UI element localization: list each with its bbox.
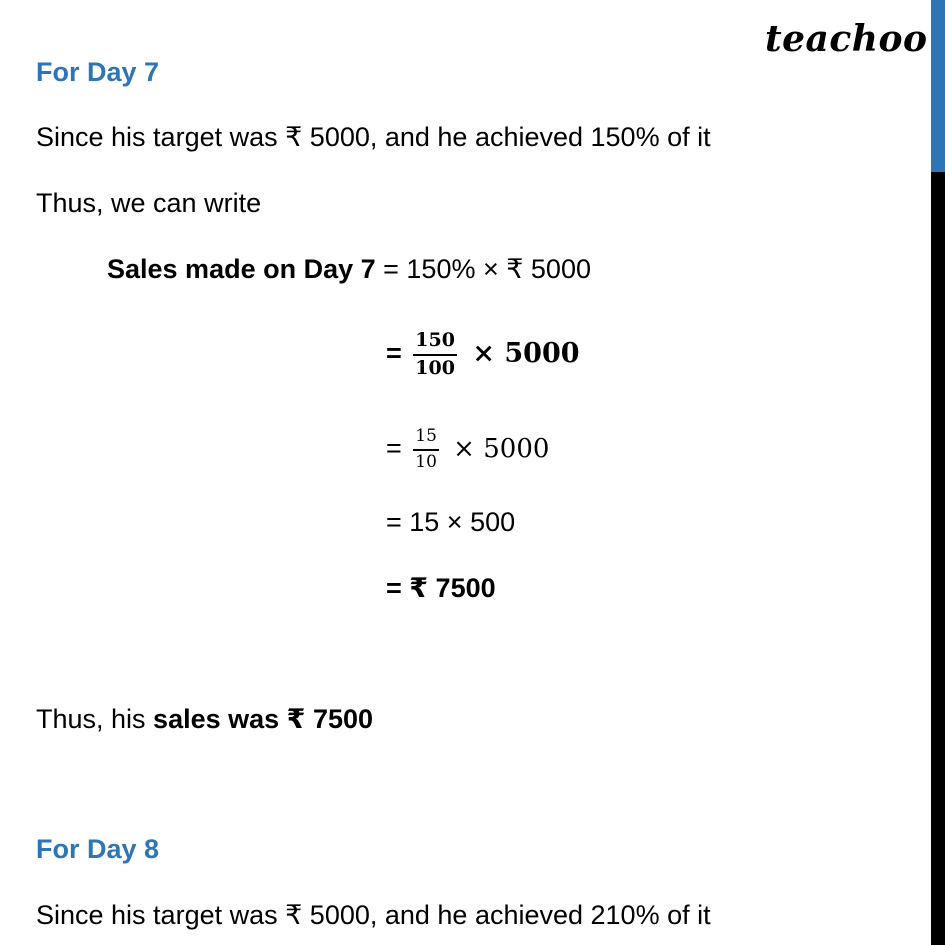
equation-line-3 — [386, 420, 549, 477]
day8-intro: Since his target was ₹ 5000, and he achieved 210% of it — [36, 900, 711, 930]
equation-line1-rhs: = 150% × ₹ 5000 — [375, 254, 591, 284]
conclusion-bold: sales was ₹ 7500 — [153, 704, 374, 734]
fraction-numerator: 150 — [413, 330, 457, 356]
equation-lhs: Sales made on Day 7 — [107, 254, 376, 284]
fraction-denominator: 10 — [415, 451, 437, 472]
side-rail-accent — [931, 0, 945, 172]
day7-heading: For Day 7 — [36, 57, 160, 87]
equation-line-1 — [107, 253, 591, 285]
fraction-15-over-10 — [413, 427, 439, 472]
equation-line3-eq: = — [386, 433, 410, 463]
equation-line-2 — [386, 325, 580, 382]
equation-line3-times: × 5000 — [444, 434, 550, 464]
equation-line-4: = 15 × 500 — [386, 507, 516, 537]
fraction-numerator: 15 — [413, 427, 439, 451]
equation-line-5: = ₹ 7500 — [386, 573, 496, 603]
conclusion-prefix: Thus, his — [36, 704, 154, 734]
equation-line2-times: × 5000 — [462, 338, 580, 369]
day7-intro: Since his target was ₹ 5000, and he achieved 150% of it — [36, 122, 711, 152]
day7-conclusion — [36, 703, 373, 735]
day7-lead: Thus, we can write — [36, 188, 262, 218]
fraction-150-over-100 — [413, 330, 457, 380]
equation-line2-eq: = — [386, 338, 410, 368]
day8-heading: For Day 8 — [36, 834, 160, 864]
fraction-denominator: 100 — [415, 356, 455, 379]
teachoo-logo: teachoo — [765, 18, 928, 60]
